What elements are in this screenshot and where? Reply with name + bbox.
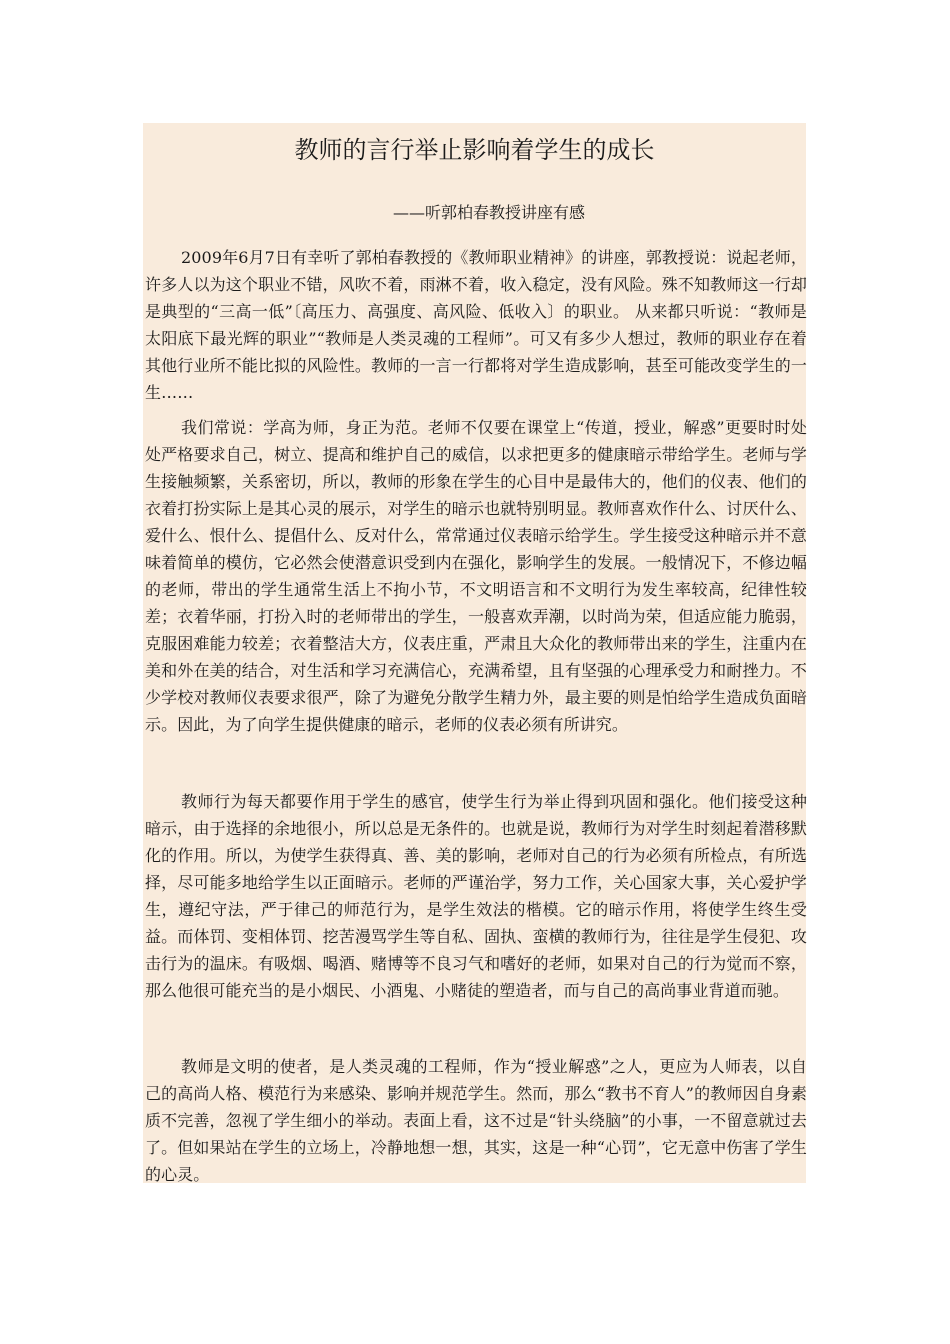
paragraph-2: 我们常说：学高为师，身正为范。老师不仅要在课堂上“传道，授业，解惑”更要时时处处严格要求自己，树立、提高和维护自己的威信，以求把更多的健康暗示带给学生。老师与学生接触频繁，关系密切，所以，教师的形象在学生的心目中是最伟大的，他们的仪表、他们的衣着打扮实际上是其心灵的展示，对学生的暗示也就特别明显。教师喜欢作什么、讨厌什么、爱什么、恨什么、提倡什么、反对什么，常常通过仪表暗示给学生。学生接受这种暗示并不意味着简单的模仿，它必然会使潜意识受到内在强化，影响学生的发展。一般情况下，不修边幅的老师，带出的学生通常生活上不拘小节，不文明语言和不文明行为发生率较高，纪律性较差；衣着华丽，打扮入时的老师带出的学生，一般喜欢弄潮，以时尚为荣，但适应能力脆弱，克服困难能力较差；衣着整洁大方，仪表庄重，严肃且大众化的教师带出来的学生，注重内在美和外在美的结合，对生活和学习充满信心，充满希望，且有坚强的心理承受力和耐挫力。不少学校对教师仪表要求很严，除了为避免分散学生精力外，最主要的则是怕给学生造成负面暗示。因此，为了向学生提供健康的暗示，老师的仪表必须有所讲究。 [145, 418, 807, 734]
paragraph-1: 2009年6月7日有幸听了郭柏春教授的《教师职业精神》的讲座，郭教授说：说起老师，许多人以为这个职业不错，风吹不着，雨淋不着，收入稳定，没有风险。殊不知教师这一行却是典型的“三高一低”〔高压力、高强度、高风险、低收入〕的职业。 从来都只听说：“教师是太阳底下最光辉的职业”“教师是人类灵魂的工程师”。可又有多少人想过，教师的职业存在着其他行业所不能比拟的风险性。教师的一言一行都将对学生造成影响，甚至可能改变学生的一生…… [145, 248, 807, 402]
paragraph-4: 教师是文明的使者，是人类灵魂的工程师，作为“授业解惑”之人，更应为人师表，以自己的高尚人格、模范行为来感染、影响并规范学生。然而，那么“教书不育人”的教师因自身素质不完善，忽视了学生细小的举动。表面上看，这不过是“针头绕脑”的小事，一不留意就过去了。但如果站在学生的立场上，冷静地想一想，其实，这是一种“心罚”，它无意中伤害了学生的心灵。 [145, 1057, 807, 1184]
paragraph-3: 教师行为每天都要作用于学生的感官，使学生行为举止得到巩固和强化。他们接受这种暗示，由于选择的余地很小，所以总是无条件的。也就是说，教师行为对学生时刻起着潜移默化的作用。所以，为使学生获得真、善、美的影响，老师对自己的行为必须有所检点，有所选择，尽可能多地给学生以正面暗示。老师的严谨治学，努力工作，关心国家大事，关心爱护学生，遵纪守法，严于律己的师范行为，是学生效法的楷模。它的暗示作用，将使学生终生受益。而体罚、变相体罚、挖苦漫骂学生等自私、固执、蛮横的教师行为，往往是学生侵犯、攻击行为的温床。有吸烟、喝酒、赌博等不良习气和嗜好的老师，如果对自己的行为觉而不察，那么他很可能充当的是小烟民、小酒鬼、小赌徒的塑造者，而与自己的高尚事业背道而驰。 [145, 792, 807, 1000]
document-subtitle: ——听郭柏春教授讲座有感 [393, 203, 586, 222]
document-title: 教师的言行举止影响着学生的成长 [294, 136, 655, 164]
